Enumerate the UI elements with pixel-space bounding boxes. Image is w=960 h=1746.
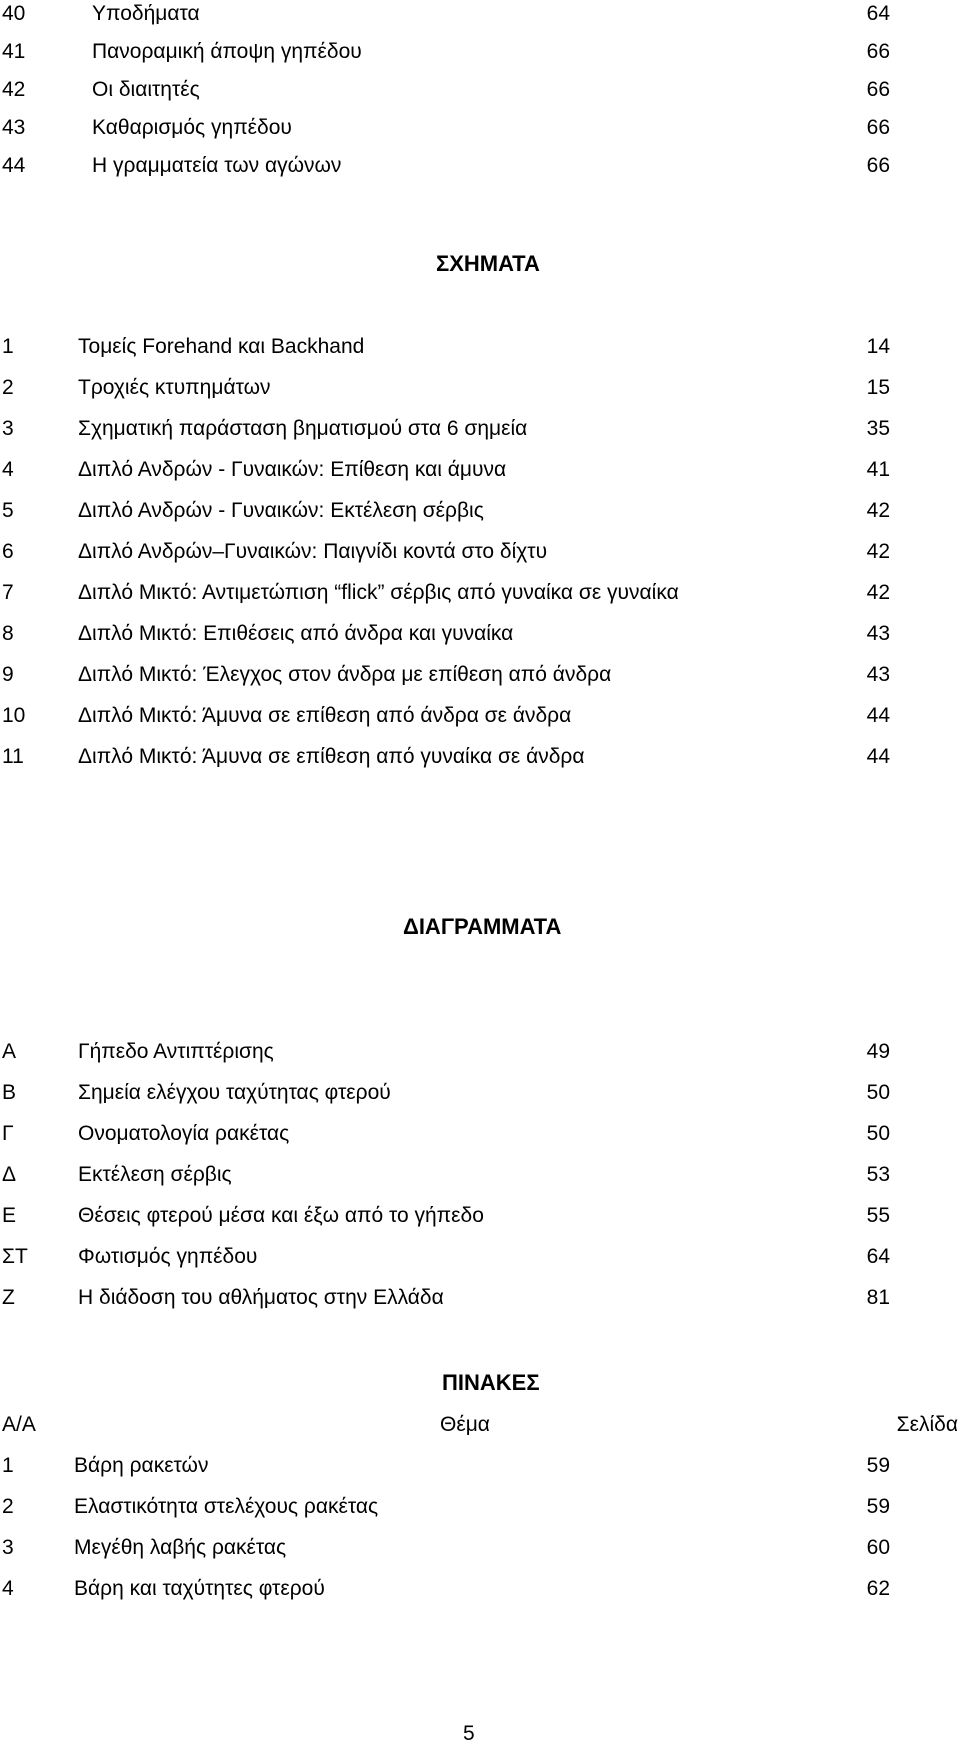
figure-item: 10 Διπλό Μικτό: Άμυνα σε επίθεση από άνδρα σε άνδρα 44 [2,704,890,727]
figure-item: 5 Διπλό Ανδρών - Γυναικών: Εκτέλεση σέρβις 42 [2,499,890,522]
figure-item: 7 Διπλό Μικτό: Αντιμετώπιση “flick” σέρβις από γυναίκα σε γυναίκα 42 [2,581,890,604]
list-item: 40 Υποδήματα 64 [2,2,890,25]
diagram-item: Ε Θέσεις φτερού μέσα και έξω από το γήπεδο 55 [2,1204,890,1227]
figure-item: 9 Διπλό Μικτό: Έλεγχος στον άνδρα με επίθεση από άνδρα 43 [2,663,890,686]
diagram-item: Α Γήπεδο Αντιπτέρισης 49 [2,1040,890,1063]
column-page-label: Σελίδα [896,1413,958,1436]
figure-item: 11 Διπλό Μικτό: Άμυνα σε επίθεση από γυναίκα σε άνδρα 44 [2,745,890,768]
table-item: 4 Βάρη και ταχύτητες φτερού 62 [2,1577,890,1600]
table-item: 3 Μεγέθη λαβής ρακέτας 60 [2,1536,890,1559]
figure-item: 2 Τροχιές κτυπημάτων 15 [2,376,890,399]
list-item: 42 Οι διαιτητές 66 [2,78,890,101]
diagram-item: ΣΤ Φωτισμός γηπέδου 64 [2,1245,890,1268]
figure-item: 8 Διπλό Μικτό: Επιθέσεις από άνδρα και γυναίκα 43 [2,622,890,645]
diagram-item: Ζ Η διάδοση του αθλήματος στην Ελλάδα 81 [2,1286,890,1309]
list-item: 41 Πανοραμική άποψη γηπέδου 66 [2,40,890,63]
table-item: 1 Βάρη ρακετών 59 [2,1454,890,1477]
column-subject-label: Θέμα [440,1413,490,1436]
figure-item: 1 Τομείς Forehand και Backhand 14 [2,335,890,358]
tables-column-header [0,1411,958,1439]
diagrams-heading: ΔΙΑΓΡΑΜΜΑΤΑ [403,914,562,939]
diagram-item: Γ Ονοματολογία ρακέτας 50 [2,1122,890,1145]
figure-item: 3 Σχηματική παράσταση βηματισμού στα 6 σημεία 35 [2,417,890,440]
page-number: 5 [463,1722,475,1745]
tables-heading: ΠΙΝΑΚΕΣ [442,1370,540,1395]
list-item: 43 Καθαρισμός γηπέδου 66 [2,116,890,139]
list-item: 44 Η γραμματεία των αγώνων 66 [2,154,890,177]
figure-item: 4 Διπλό Ανδρών - Γυναικών: Επίθεση και άμυνα 41 [2,458,890,481]
table-item: 2 Ελαστικότητα στελέχους ρακέτας 59 [2,1495,890,1518]
column-num-label: Α/Α [2,1413,36,1436]
diagram-item: Β Σημεία ελέγχου ταχύτητας φτερού 50 [2,1081,890,1104]
diagram-item: Δ Εκτέλεση σέρβις 53 [2,1163,890,1186]
figures-heading: ΣΧΗΜΑΤΑ [436,251,540,276]
figure-item: 6 Διπλό Ανδρών–Γυναικών: Παιγνίδι κοντά στο δίχτυ 42 [2,540,890,563]
